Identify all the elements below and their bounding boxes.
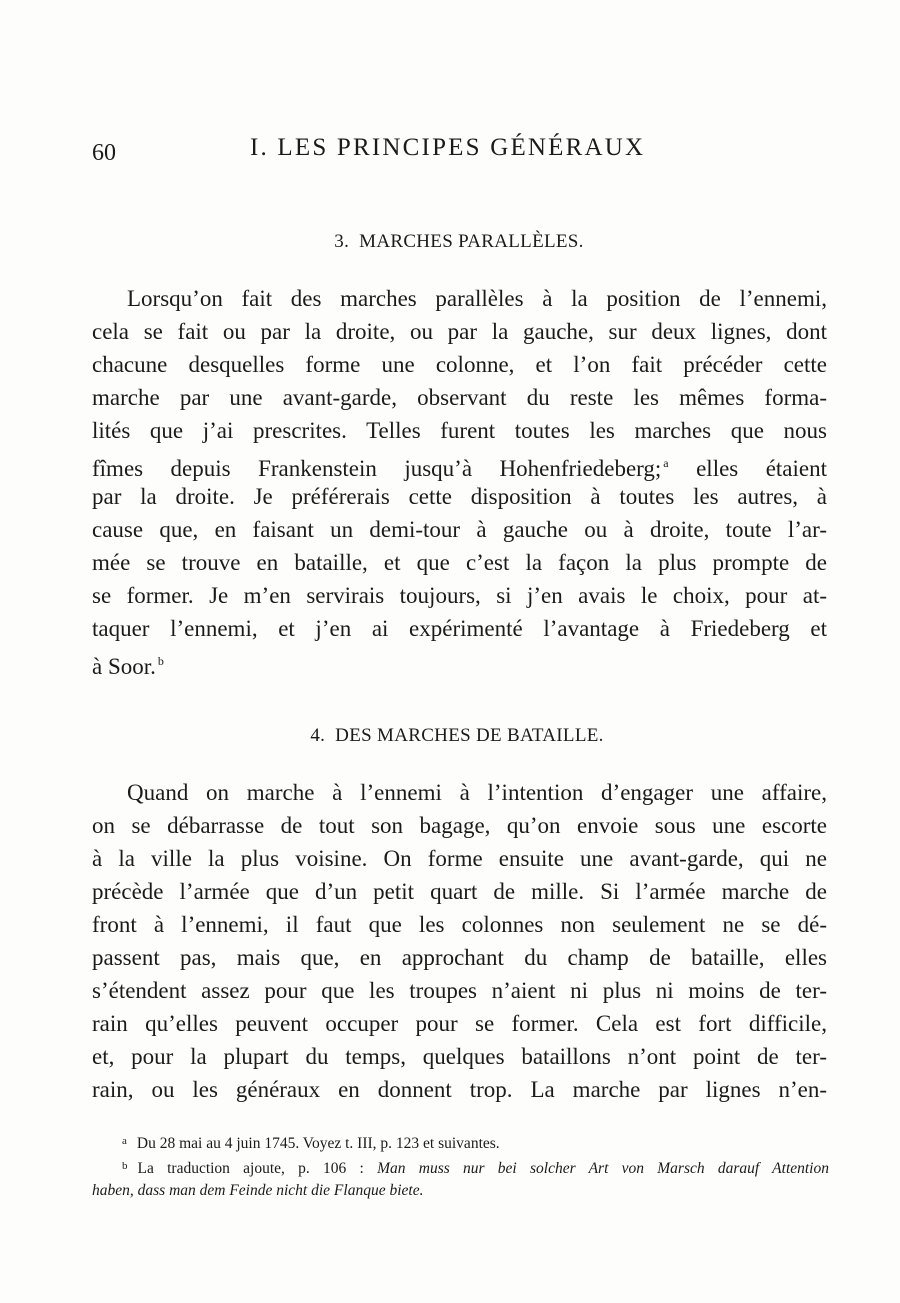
section-number: 3.: [334, 231, 350, 252]
text-fragment: elles étaient: [696, 456, 827, 481]
text-line: rain qu’elles peuvent occuper pour se former. Cela est fort difficile,: [92, 1011, 827, 1036]
text-line: [92, 447, 827, 480]
footnote-text: Du 28 mai au 4 juin 1745. Voyez t. III, p. 123 et suivantes.: [136, 1135, 500, 1152]
footnote-a: [92, 1130, 829, 1155]
footnote-quote: Man muss nur bei solcher Art von Marsch darauf Attention: [377, 1160, 829, 1177]
text-line: mée se trouve en bataille, et que c’est la façon la plus prompte de: [92, 550, 827, 575]
text-line: et, pour la plupart du temps, quelques bataillons n’ont point de ter-: [92, 1044, 827, 1069]
footnote-text: La traduction ajoute, p. 106 :: [137, 1160, 378, 1177]
text-line: front à l’ennemi, il faut que les colonnes non seulement ne se dé-: [92, 912, 827, 937]
text-line: cela se fait ou par la droite, ou par la gauche, sur deux lignes, dont: [92, 319, 827, 344]
text-line: on se débarrasse de tout son bagage, qu’on envoie sous une escorte: [92, 813, 827, 838]
footnote-ref-a: a: [663, 456, 669, 470]
footnote-mark: b: [122, 1160, 128, 1172]
text-line: [92, 645, 827, 678]
text-line: s’étendent assez pour que les troupes n’aient ni plus ni moins de ter-: [92, 978, 827, 1003]
text-line: lités que j’ai prescrites. Telles furent toutes les marches que nous: [92, 418, 827, 443]
text-line: par la droite. Je préférerais cette disposition à toutes les autres, à: [92, 484, 827, 509]
paragraph-marches-paralleles: [92, 282, 827, 678]
section-heading-marches-de-bataille: [0, 725, 900, 747]
footnote-ref-b: b: [157, 654, 164, 668]
text-line: Quand on marche à l’ennemi à l’intention d’engager une affaire,: [127, 780, 827, 805]
text-line: à la ville la plus voisine. On forme ensuite une avant-garde, qui ne: [92, 846, 827, 871]
text-line: taquer l’ennemi, et j’en ai expérimenté l’avantage à Friedeberg et: [92, 616, 827, 641]
footnote-line: [92, 1155, 829, 1180]
section-title: DES MARCHES DE BATAILLE.: [335, 725, 604, 746]
text-line: précède l’armée que d’un petit quart de mille. Si l’armée marche de: [92, 879, 827, 904]
paragraph-marches-de-bataille: [92, 776, 827, 1106]
section-number: 4.: [310, 725, 326, 746]
text-fragment: fîmes depuis Frankenstein jusqu’à Hohenfriedeberg;: [92, 456, 662, 481]
footnote-b: [92, 1155, 829, 1202]
section-heading-marches-paralleles: [0, 231, 900, 253]
text-fragment: à Soor.: [92, 654, 156, 679]
page-number: 60: [92, 140, 116, 166]
running-title: I. LES PRINCIPES GÉNÉRAUX: [250, 134, 646, 161]
text-line: rain, ou les généraux en donnent trop. La marche par lignes n’en-: [92, 1077, 827, 1102]
footnote-mark: a: [122, 1135, 127, 1147]
footnote-quote-continued: haben, dass man dem Feinde nicht die Flanque biete.: [92, 1182, 424, 1199]
text-line: cause que, en faisant un demi-tour à gauche ou à droite, toute l’ar-: [92, 517, 827, 542]
text-line: marche par une avant-garde, observant du reste les mêmes forma-: [92, 385, 827, 410]
footnotes: [92, 1130, 829, 1202]
text-line: se former. Je m’en servirais toujours, si j’en avais le choix, pour at-: [92, 583, 827, 608]
section-title: MARCHES PARALLÈLES.: [359, 231, 584, 252]
text-line: chacune desquelles forme une colonne, et l’on fait précéder cette: [92, 352, 827, 377]
text-line: Lorsqu’on fait des marches parallèles à la position de l’ennemi,: [127, 286, 827, 311]
text-line: passent pas, mais que, en approchant du champ de bataille, elles: [92, 945, 827, 970]
